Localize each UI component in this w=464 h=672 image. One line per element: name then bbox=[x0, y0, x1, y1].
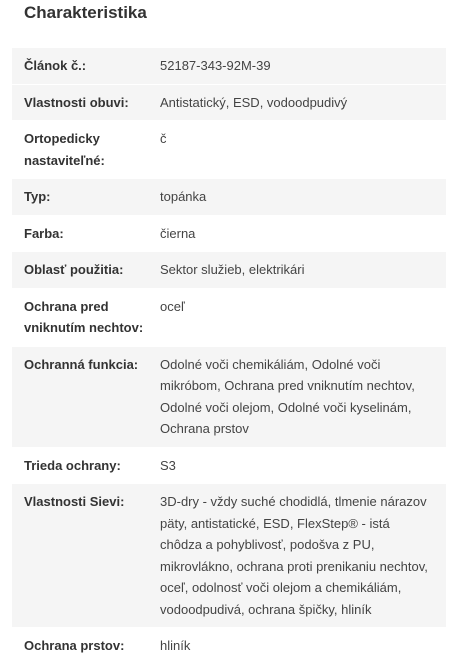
table-row bbox=[12, 48, 446, 85]
row-label: Ortopedicky nastaviteľné: bbox=[24, 131, 105, 168]
row-label: Trieda ochrany: bbox=[24, 457, 121, 473]
row-label: Typ: bbox=[24, 189, 51, 204]
row-label: Oblasť použitia: bbox=[24, 262, 124, 277]
row-value: č bbox=[160, 131, 167, 146]
row-value: Odolné voči chemikáliám, Odolné voči mikróbom, Ochrana pred vniknutím nechtov, Odolné voči olejom, Odolné voči kyselinám, Ochrana prstov bbox=[160, 356, 415, 436]
row-label: Článok č.: bbox=[24, 58, 87, 73]
row-label: Ochrana prstov: bbox=[24, 638, 125, 653]
row-value: S3 bbox=[160, 457, 176, 473]
row-value: Sektor služieb, elektrikári bbox=[160, 262, 305, 277]
row-label: Vlastnosti obuvi: bbox=[24, 94, 129, 110]
row-label: Ochranná funkcia: bbox=[24, 356, 139, 372]
section-title: Charakteristika bbox=[24, 3, 147, 22]
table-row bbox=[12, 628, 446, 665]
table-row bbox=[12, 448, 446, 485]
row-value: oceľ bbox=[160, 298, 185, 314]
row-value: 3D-dry - vždy suché chodidlá, tlmenie nárazov päty, antistatické, ESD, FlexStep® - istá chôdza a pohyblivosť, podošva z PU, mikrovlákno, ochrana proti prenikaniu nechtov, oceľ, odolnosť voči olejom a chemikáliám, vodoodpudivá, ochrana špičky, hliník bbox=[160, 494, 428, 617]
row-value: 52187-343-92M-39 bbox=[160, 58, 271, 73]
table-row bbox=[12, 179, 446, 216]
table-row bbox=[12, 216, 446, 253]
table-row bbox=[12, 252, 446, 289]
table-row bbox=[12, 121, 446, 179]
table-row bbox=[12, 484, 446, 628]
row-value: čierna bbox=[160, 225, 196, 241]
row-label: Farba: bbox=[24, 225, 64, 241]
row-value: Antistatický, ESD, vodoodpudivý bbox=[160, 94, 348, 110]
row-value: hliník bbox=[160, 638, 191, 653]
table-row bbox=[12, 289, 446, 347]
table-row bbox=[12, 347, 446, 448]
row-label: Ochrana pred vniknutím nechtov: bbox=[24, 298, 144, 335]
characteristics-table bbox=[12, 48, 446, 665]
row-label: Vlastnosti Sievi: bbox=[24, 494, 125, 509]
row-value: topánka bbox=[160, 189, 207, 204]
table-row bbox=[12, 85, 446, 122]
